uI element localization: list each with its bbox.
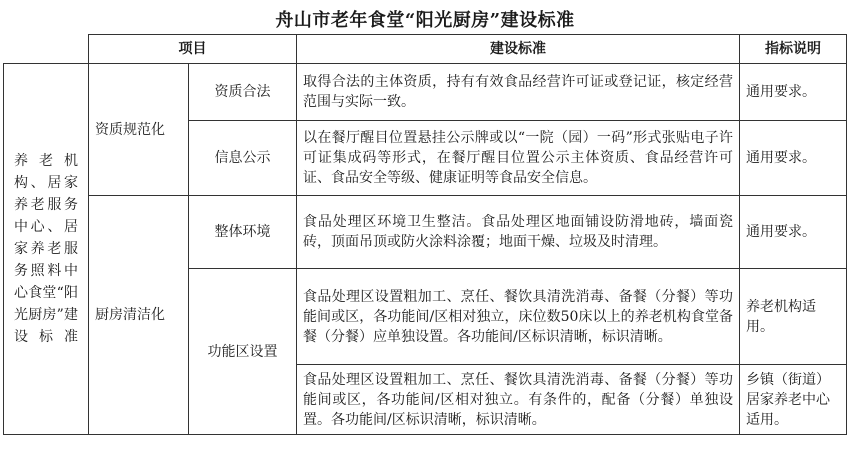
sub-item: 资质合法 bbox=[189, 64, 297, 121]
header-standard: 建设标准 bbox=[297, 35, 740, 64]
note-text: 乡镇（街道）居家养老中心适用。 bbox=[740, 365, 847, 435]
table-row bbox=[4, 64, 847, 121]
note-text: 养老机构适用。 bbox=[740, 269, 847, 365]
note-text: 通用要求。 bbox=[740, 64, 847, 121]
note-text: 通用要求。 bbox=[740, 196, 847, 269]
standard-text: 食品处理区环境卫生整洁。食品处理区地面铺设防滑地砖，墙面瓷砖，顶面吊顶或防火涂料涂覆；地面干燥、垃圾及时清理。 bbox=[297, 196, 740, 269]
table-row bbox=[4, 196, 847, 269]
sub-item: 功能区设置 bbox=[189, 269, 297, 435]
standards-table bbox=[3, 34, 847, 435]
sub-item: 整体环境 bbox=[189, 196, 297, 269]
scope-cell: 养老机构、居家养老服务中心、居家养老服务照料中心食堂“阳光厨房”建设标准 bbox=[4, 64, 89, 435]
note-text: 通用要求。 bbox=[740, 121, 847, 196]
standard-text: 取得合法的主体资质，持有有效食品经营许可证或登记证，核定经营范围与实际一致。 bbox=[297, 64, 740, 121]
standard-text: 以在餐厅醒目位置悬挂公示牌或以“一院（园）一码”形式张贴电子许可证集成码等形式，在餐厅醒目位置公示主体资质、食品经营许可证、食品安全等级、健康证明等食品安全信息。 bbox=[297, 121, 740, 196]
blank-header-cell bbox=[4, 35, 89, 64]
standard-text: 食品处理区设置粗加工、烹任、餐饮具清洗消毒、备餐（分餐）等功能间或区，各功能间/区相对独立，床位数50床以上的养老机构食堂备餐（分餐）应单独设置。各功能间/区标识清晰，标识清晰。 bbox=[297, 269, 740, 365]
category-qualification: 资质规范化 bbox=[89, 64, 189, 196]
page-title: 舟山市老年食堂“阳光厨房”建设标准 bbox=[275, 10, 575, 31]
header-note: 指标说明 bbox=[740, 35, 847, 64]
header-item: 项目 bbox=[89, 35, 297, 64]
sub-item: 信息公示 bbox=[189, 121, 297, 196]
table-header-row bbox=[4, 35, 847, 64]
standard-text: 食品处理区设置粗加工、烹任、餐饮具清洗消毒、备餐（分餐）等功能间或区，各功能间/区相对独立。有条件的，配备（分餐）单独设置。各功能间/区标识清晰，标识清晰。 bbox=[297, 365, 740, 435]
category-kitchen: 厨房清洁化 bbox=[89, 196, 189, 435]
